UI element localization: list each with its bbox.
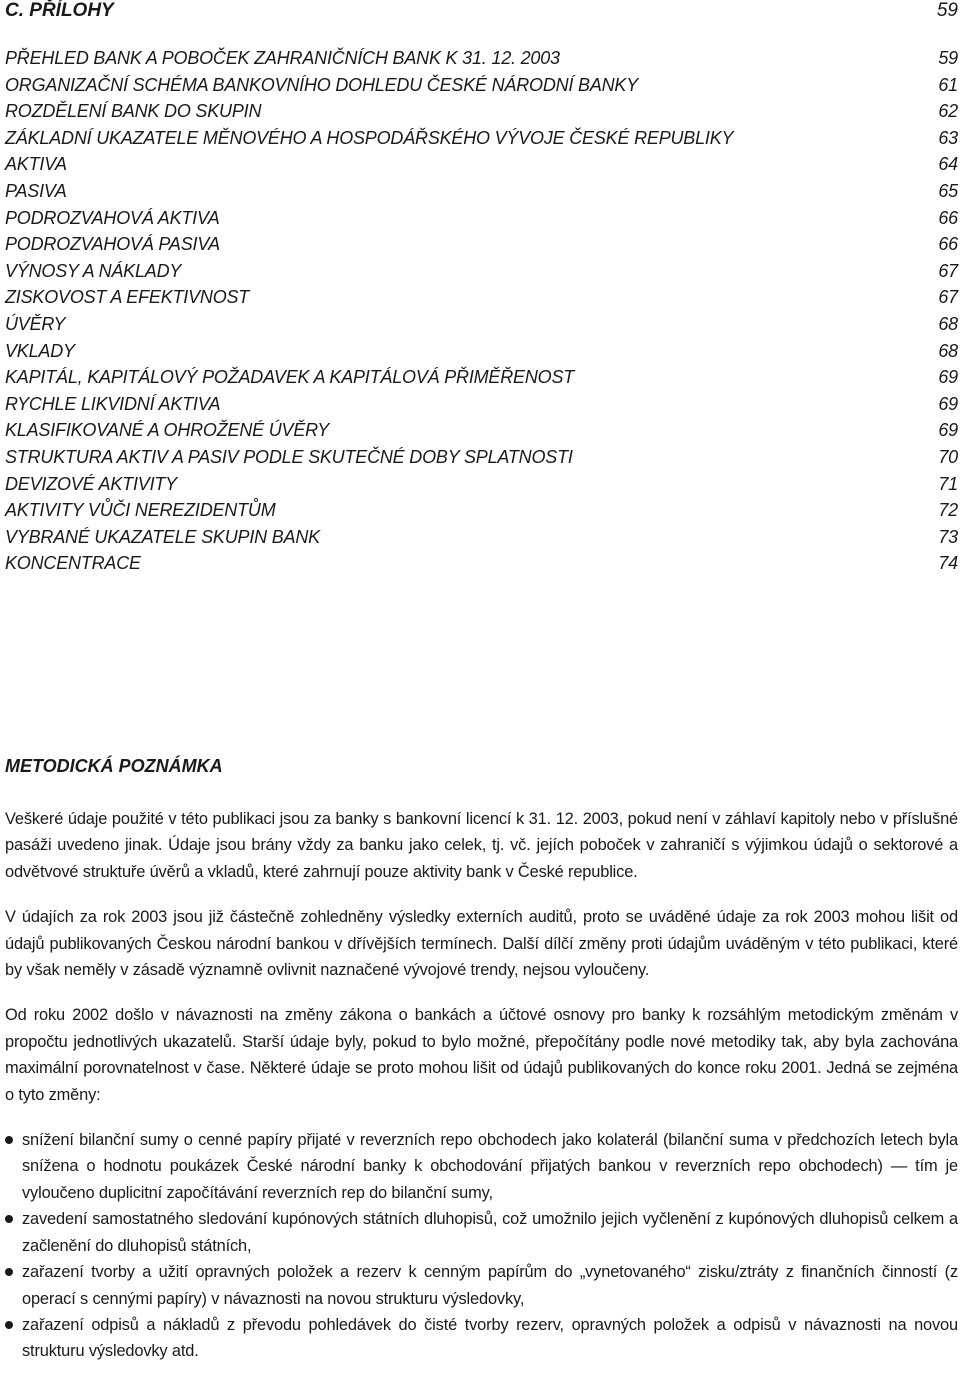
- toc-entry-page: 68: [938, 313, 958, 334]
- toc-entry-title: PODROZVAHOVÁ AKTIVA: [5, 207, 220, 228]
- toc-entry[interactable]: [5, 447, 958, 474]
- list-item-text: zařazení odpisů a nákladů z převodu pohledávek do čisté tvorby rezerv, opravných položek a odpisů v návaznosti na novou strukturu výsledovky atd.: [22, 1315, 958, 1361]
- bullet-icon: [5, 1268, 13, 1276]
- toc-entry-page: 62: [938, 101, 958, 122]
- toc-entry-title: DEVIZOVÉ AKTIVITY: [5, 473, 177, 494]
- toc-entry[interactable]: [5, 75, 958, 102]
- table-of-contents: [5, 48, 958, 580]
- method-note-body: [5, 806, 958, 1365]
- changes-list: [5, 1127, 958, 1365]
- toc-entry[interactable]: [5, 314, 958, 341]
- toc-entry[interactable]: [5, 128, 958, 155]
- toc-entry[interactable]: [5, 500, 958, 527]
- toc-entry[interactable]: [5, 48, 958, 75]
- toc-entry-page: 67: [938, 287, 958, 308]
- toc-entry[interactable]: [5, 234, 958, 261]
- toc-entry-title: ZÁKLADNÍ UKAZATELE MĚNOVÉHO A HOSPODÁŘSKÉHO VÝVOJE ČESKÉ REPUBLIKY: [5, 127, 734, 148]
- toc-entry-title: ORGANIZAČNÍ SCHÉMA BANKOVNÍHO DOHLEDU ČESKÉ NÁRODNÍ BANKY: [5, 74, 639, 95]
- section-title: C. PŘÍLOHY: [5, 0, 114, 21]
- list-item-text: zavedení samostatného sledování kupónových státních dluhopisů, což umožnilo jejich vyčlenění z kupónových dluhopisů celkem a začlenění do dluhopisů státních,: [22, 1210, 958, 1255]
- toc-entry[interactable]: [5, 181, 958, 208]
- toc-entry-title: KAPITÁL, KAPITÁLOVÝ POŽADAVEK A KAPITÁLOVÁ PŘIMĚŘENOST: [5, 367, 575, 388]
- toc-entry[interactable]: [5, 208, 958, 235]
- toc-entry[interactable]: [5, 420, 958, 447]
- toc-entry[interactable]: [5, 553, 958, 580]
- toc-entry[interactable]: [5, 367, 958, 394]
- toc-entry-page: 61: [938, 74, 958, 95]
- toc-entry-page: 72: [938, 500, 958, 521]
- bullet-icon: [5, 1321, 13, 1329]
- toc-entry-title: ROZDĚLENÍ BANK DO SKUPIN: [5, 101, 262, 122]
- toc-entry-title: VYBRANÉ UKAZATELE SKUPIN BANK: [5, 526, 320, 547]
- toc-entry-page: 67: [938, 260, 958, 281]
- bullet-icon: [5, 1215, 13, 1223]
- toc-entry-title: KONCENTRACE: [5, 553, 141, 574]
- toc-entry-title: VKLADY: [5, 340, 75, 361]
- bullet-icon: [5, 1136, 13, 1144]
- toc-entry[interactable]: [5, 527, 958, 554]
- toc-entry-title: VÝNOSY A NÁKLADY: [5, 260, 182, 281]
- toc-entry-title: PASIVA: [5, 180, 67, 201]
- toc-entry-page: 68: [938, 340, 958, 361]
- toc-entry-title: KLASIFIKOVANÉ A OHROŽENÉ ÚVĚRY: [5, 420, 330, 441]
- toc-entry[interactable]: [5, 287, 958, 314]
- toc-entry-page: 74: [938, 553, 958, 574]
- toc-entry[interactable]: [5, 101, 958, 128]
- toc-entry-page: 69: [938, 393, 958, 414]
- toc-entry[interactable]: [5, 474, 958, 501]
- toc-entry-title: PODROZVAHOVÁ PASIVA: [5, 234, 220, 255]
- list-item: [5, 1312, 958, 1365]
- toc-entry-page: 73: [938, 526, 958, 547]
- toc-entry-page: 59: [938, 48, 958, 68]
- list-item-text: snížení bilanční sumy o cenné papíry přijaté v reverzních repo obchodech jako kolaterál (bilanční suma v předchozích letech byla snížena o hodnotu poukázek České národní banky k obchodování přijatých bankou v reverzních repo obchodech) — tím je vyloučeno duplicitní započítávání reverzních rep do bilanční sumy,: [22, 1131, 958, 1202]
- document-page: [5, 0, 958, 1361]
- toc-entry-title: PŘEHLED BANK A POBOČEK ZAHRANIČNÍCH BANK K 31. 12. 2003: [5, 48, 560, 68]
- toc-entry[interactable]: [5, 154, 958, 181]
- section-header: [5, 0, 958, 28]
- toc-entry-title: ÚVĚRY: [5, 313, 66, 334]
- toc-entry-title: AKTIVITY VŮČI NEREZIDENTŮM: [5, 500, 276, 521]
- method-paragraph-1: Veškeré údaje použité v této publikaci jsou za banky s bankovní licencí k 31. 12. 2003, pokud není v záhlaví kapitoly nebo v příslušné pasáži uvedeno jinak. Údaje jsou brány vždy za banku jako celek, tj. vč. jejích poboček v zahraničí s výjimkou údajů o sektorové a odvětvové struktuře úvěrů a vkladů, které zahrnují pouze aktivity bank v České republice.: [5, 810, 958, 881]
- list-item: [5, 1206, 958, 1259]
- toc-entry-page: 66: [938, 207, 958, 228]
- toc-entry-title: AKTIVA: [5, 154, 67, 175]
- toc-entry[interactable]: [5, 341, 958, 368]
- toc-entry-page: 71: [938, 473, 958, 494]
- method-paragraph-3: Od roku 2002 došlo v návaznosti na změny zákona o bankách a účtové osnovy pro banky k rozsáhlým metodickým změnám v propočtu jednotlivých ukazatelů. Starší údaje byly, pokud to bylo možné, přepočítány podle nové metodiky tak, aby byla zachována maximální porovnatelnost v čase. Některé údaje se proto mohou lišit od údajů publikovaných do konce roku 2001. Jedná se zejména o tyto změny:: [5, 1006, 958, 1104]
- toc-entry[interactable]: [5, 261, 958, 288]
- toc-entry-page: 66: [938, 234, 958, 255]
- toc-entry-title: STRUKTURA AKTIV A PASIV PODLE SKUTEČNÉ DOBY SPLATNOSTI: [5, 446, 573, 467]
- toc-entry-page: 63: [938, 127, 958, 148]
- list-item: [5, 1127, 958, 1206]
- method-note-heading: METODICKÁ POZNÁMKA: [5, 756, 223, 776]
- toc-entry-title: RYCHLE LIKVIDNÍ AKTIVA: [5, 393, 221, 414]
- toc-entry-page: 69: [938, 367, 958, 388]
- list-item-text: zařazení tvorby a užití opravných položek a rezerv k cenným papírům do „vynetovaného“ zisku/ztráty z finančních činností (z operací s cennými papíry) v návaznosti na novou strukturu výsledovky,: [22, 1263, 958, 1308]
- toc-entry-title: ZISKOVOST A EFEKTIVNOST: [5, 287, 250, 308]
- section-page-number: 59: [936, 0, 958, 21]
- list-item: [5, 1259, 958, 1312]
- toc-entry-page: 70: [938, 446, 958, 467]
- toc-entry-page: 65: [938, 180, 958, 201]
- method-paragraph-2: V údajích za rok 2003 jsou již částečně zohledněny výsledky externích auditů, proto se uváděné údaje za rok 2003 mohou lišit od údajů publikovaných Českou národní bankou v dřívějších termínech. Další dílčí změny proti údajům uváděným v této publikaci, které by však neměly v zásadě významně ovlivnit naznačené vývojové trendy, nejsou vyloučeny.: [5, 908, 958, 980]
- toc-entry-page: 64: [938, 154, 958, 175]
- toc-entry[interactable]: [5, 394, 958, 421]
- toc-entry-page: 69: [938, 420, 958, 441]
